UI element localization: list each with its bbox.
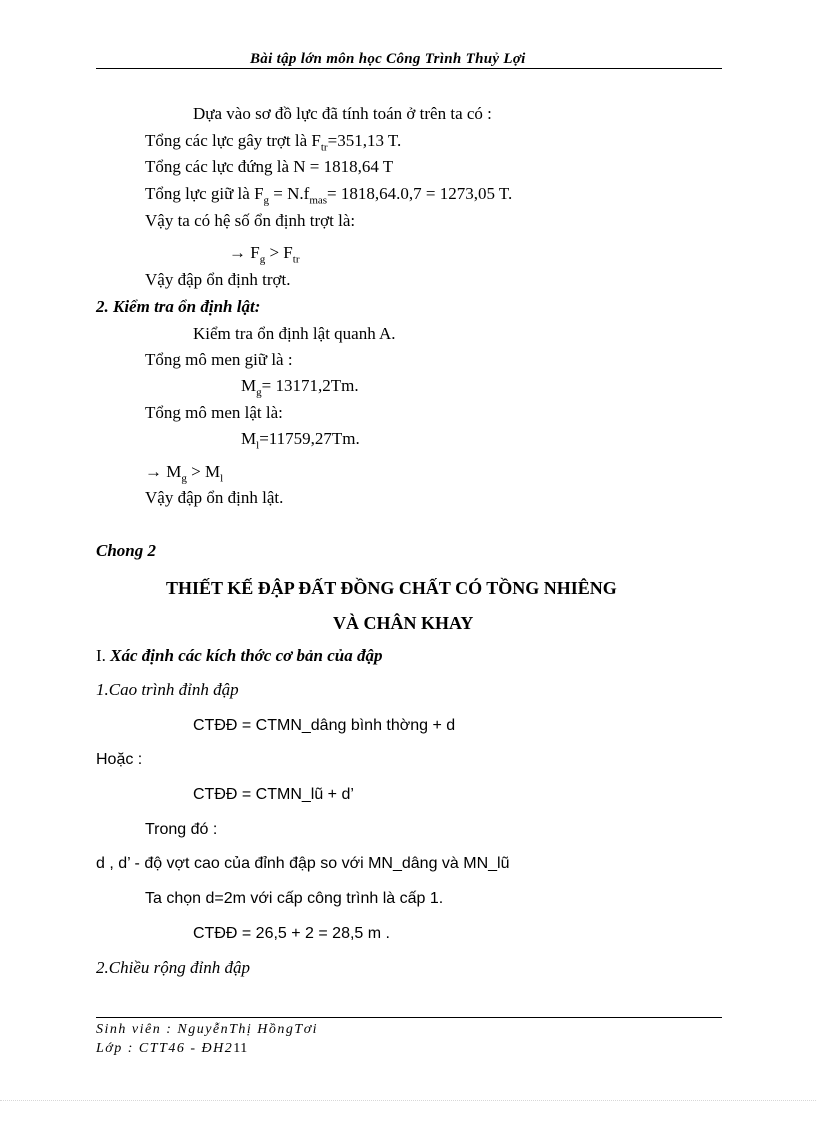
definition-line: d , d’ - độ vợt cao của đỉnh đập so với MN_dâng và MN_lũ — [96, 855, 510, 872]
chapter-title-line-2: VÀ CHÂN KHAY — [333, 613, 474, 633]
cmp2-sub-g: g — [181, 472, 187, 485]
section-1-number: I. — [96, 646, 111, 665]
ml-text: M — [241, 429, 257, 448]
cmp2-mid: > M — [186, 462, 221, 481]
sliding-force-line — [145, 131, 401, 157]
where-label: Trong đó : — [145, 821, 218, 838]
mg-subscript: g — [256, 386, 262, 399]
page-number: 11 — [233, 1041, 248, 1056]
header-rule — [96, 68, 722, 69]
arrow-f-text: → F — [229, 243, 260, 262]
comparison-sliding — [229, 243, 300, 269]
or-label: Hoặc : — [96, 751, 143, 768]
holding-moment-value — [241, 376, 359, 402]
holding-force-text: Tổng lực giữ là F — [145, 184, 264, 203]
sliding-force-subscript: tr — [320, 141, 328, 154]
check-overturn-line: Kiểm tra ổn định lật quanh A. — [193, 324, 396, 343]
subsection-2-heading: 2.Chiều rộng đỉnh đập — [96, 958, 250, 977]
mg-value: = 13171,2Tm. — [261, 376, 359, 395]
ml-subscript: l — [256, 439, 260, 452]
footer-class-label: Lớp : CTT46 - ĐH2 — [96, 1041, 234, 1056]
holding-moment-label: Tổng mô men giữ là : — [145, 350, 293, 369]
formula-normal: CTĐĐ = CTMN_dâng bình thờng + d — [193, 717, 456, 734]
section-2-heading: 2. Kiểm tra ổn định lật: — [96, 297, 261, 316]
holding-force-subscript: g — [263, 194, 270, 207]
conclusion-overturn: Vậy đập ổn định lật. — [145, 488, 284, 507]
choice-line: Ta chọn d=2m với cấp công trình là cấp 1. — [145, 890, 444, 907]
calculation-line: CTĐĐ = 26,5 + 2 = 28,5 m . — [193, 925, 390, 942]
conclusion-sliding: Vậy đập ổn định trợt. — [145, 270, 291, 289]
page-bottom-guide — [0, 1100, 816, 1101]
sliding-force-text: Tổng các lực gây trợt là F — [145, 131, 321, 150]
cmp2-sub-l: l — [220, 472, 224, 485]
subsection-1-heading: 1.Cao trình đỉnh đập — [96, 680, 239, 699]
running-header: Bài tập lớn môn học Công Trình Thuỷ Lợi — [250, 51, 526, 67]
section-1-title: Xác định các kích thớc cơ bản của đập — [110, 646, 383, 665]
mg-text: M — [241, 376, 257, 395]
vertical-force-line: Tổng các lực đứng là N = 1818,64 T — [145, 157, 394, 176]
footer-class — [96, 1041, 248, 1057]
section-1-heading — [96, 646, 382, 666]
chapter-title-line-1: THIẾT KẾ ĐẬP ĐẤT ĐỒNG CHẤT CÓ TỒNG NHIÊNG — [166, 578, 617, 598]
ml-value: =11759,27Tm. — [259, 429, 360, 448]
intro-line: Dựa vào sơ đồ lực đã tính toán ở trên ta có : — [193, 104, 492, 123]
cmp-sub-g: g — [259, 253, 266, 266]
overturn-moment-label: Tổng mô men lật là: — [145, 403, 283, 422]
comparison-overturn — [145, 462, 223, 488]
arrow-m-text: → M — [145, 462, 182, 481]
cmp-sub-tr: tr — [292, 253, 300, 266]
overturn-moment-value — [241, 429, 360, 455]
cmp-mid: > F — [265, 243, 293, 262]
footer-student: Sinh viên : NguyễnThị HồngTơi — [96, 1022, 319, 1037]
stability-coef-line: Vậy ta có hệ số ổn định trợt là: — [145, 211, 356, 230]
holding-force-value: = 1818,64.0,7 = 1273,05 T. — [327, 184, 513, 203]
friction-subscript: mas — [309, 194, 328, 207]
formula-flood: CTĐĐ = CTMN_lũ + d’ — [193, 786, 354, 803]
footer-rule — [96, 1017, 722, 1018]
chapter-label: Chong 2 — [96, 541, 156, 560]
sliding-force-value: =351,13 T. — [327, 131, 402, 150]
holding-force-line — [145, 184, 512, 210]
holding-force-mid: = N.f — [269, 184, 310, 203]
